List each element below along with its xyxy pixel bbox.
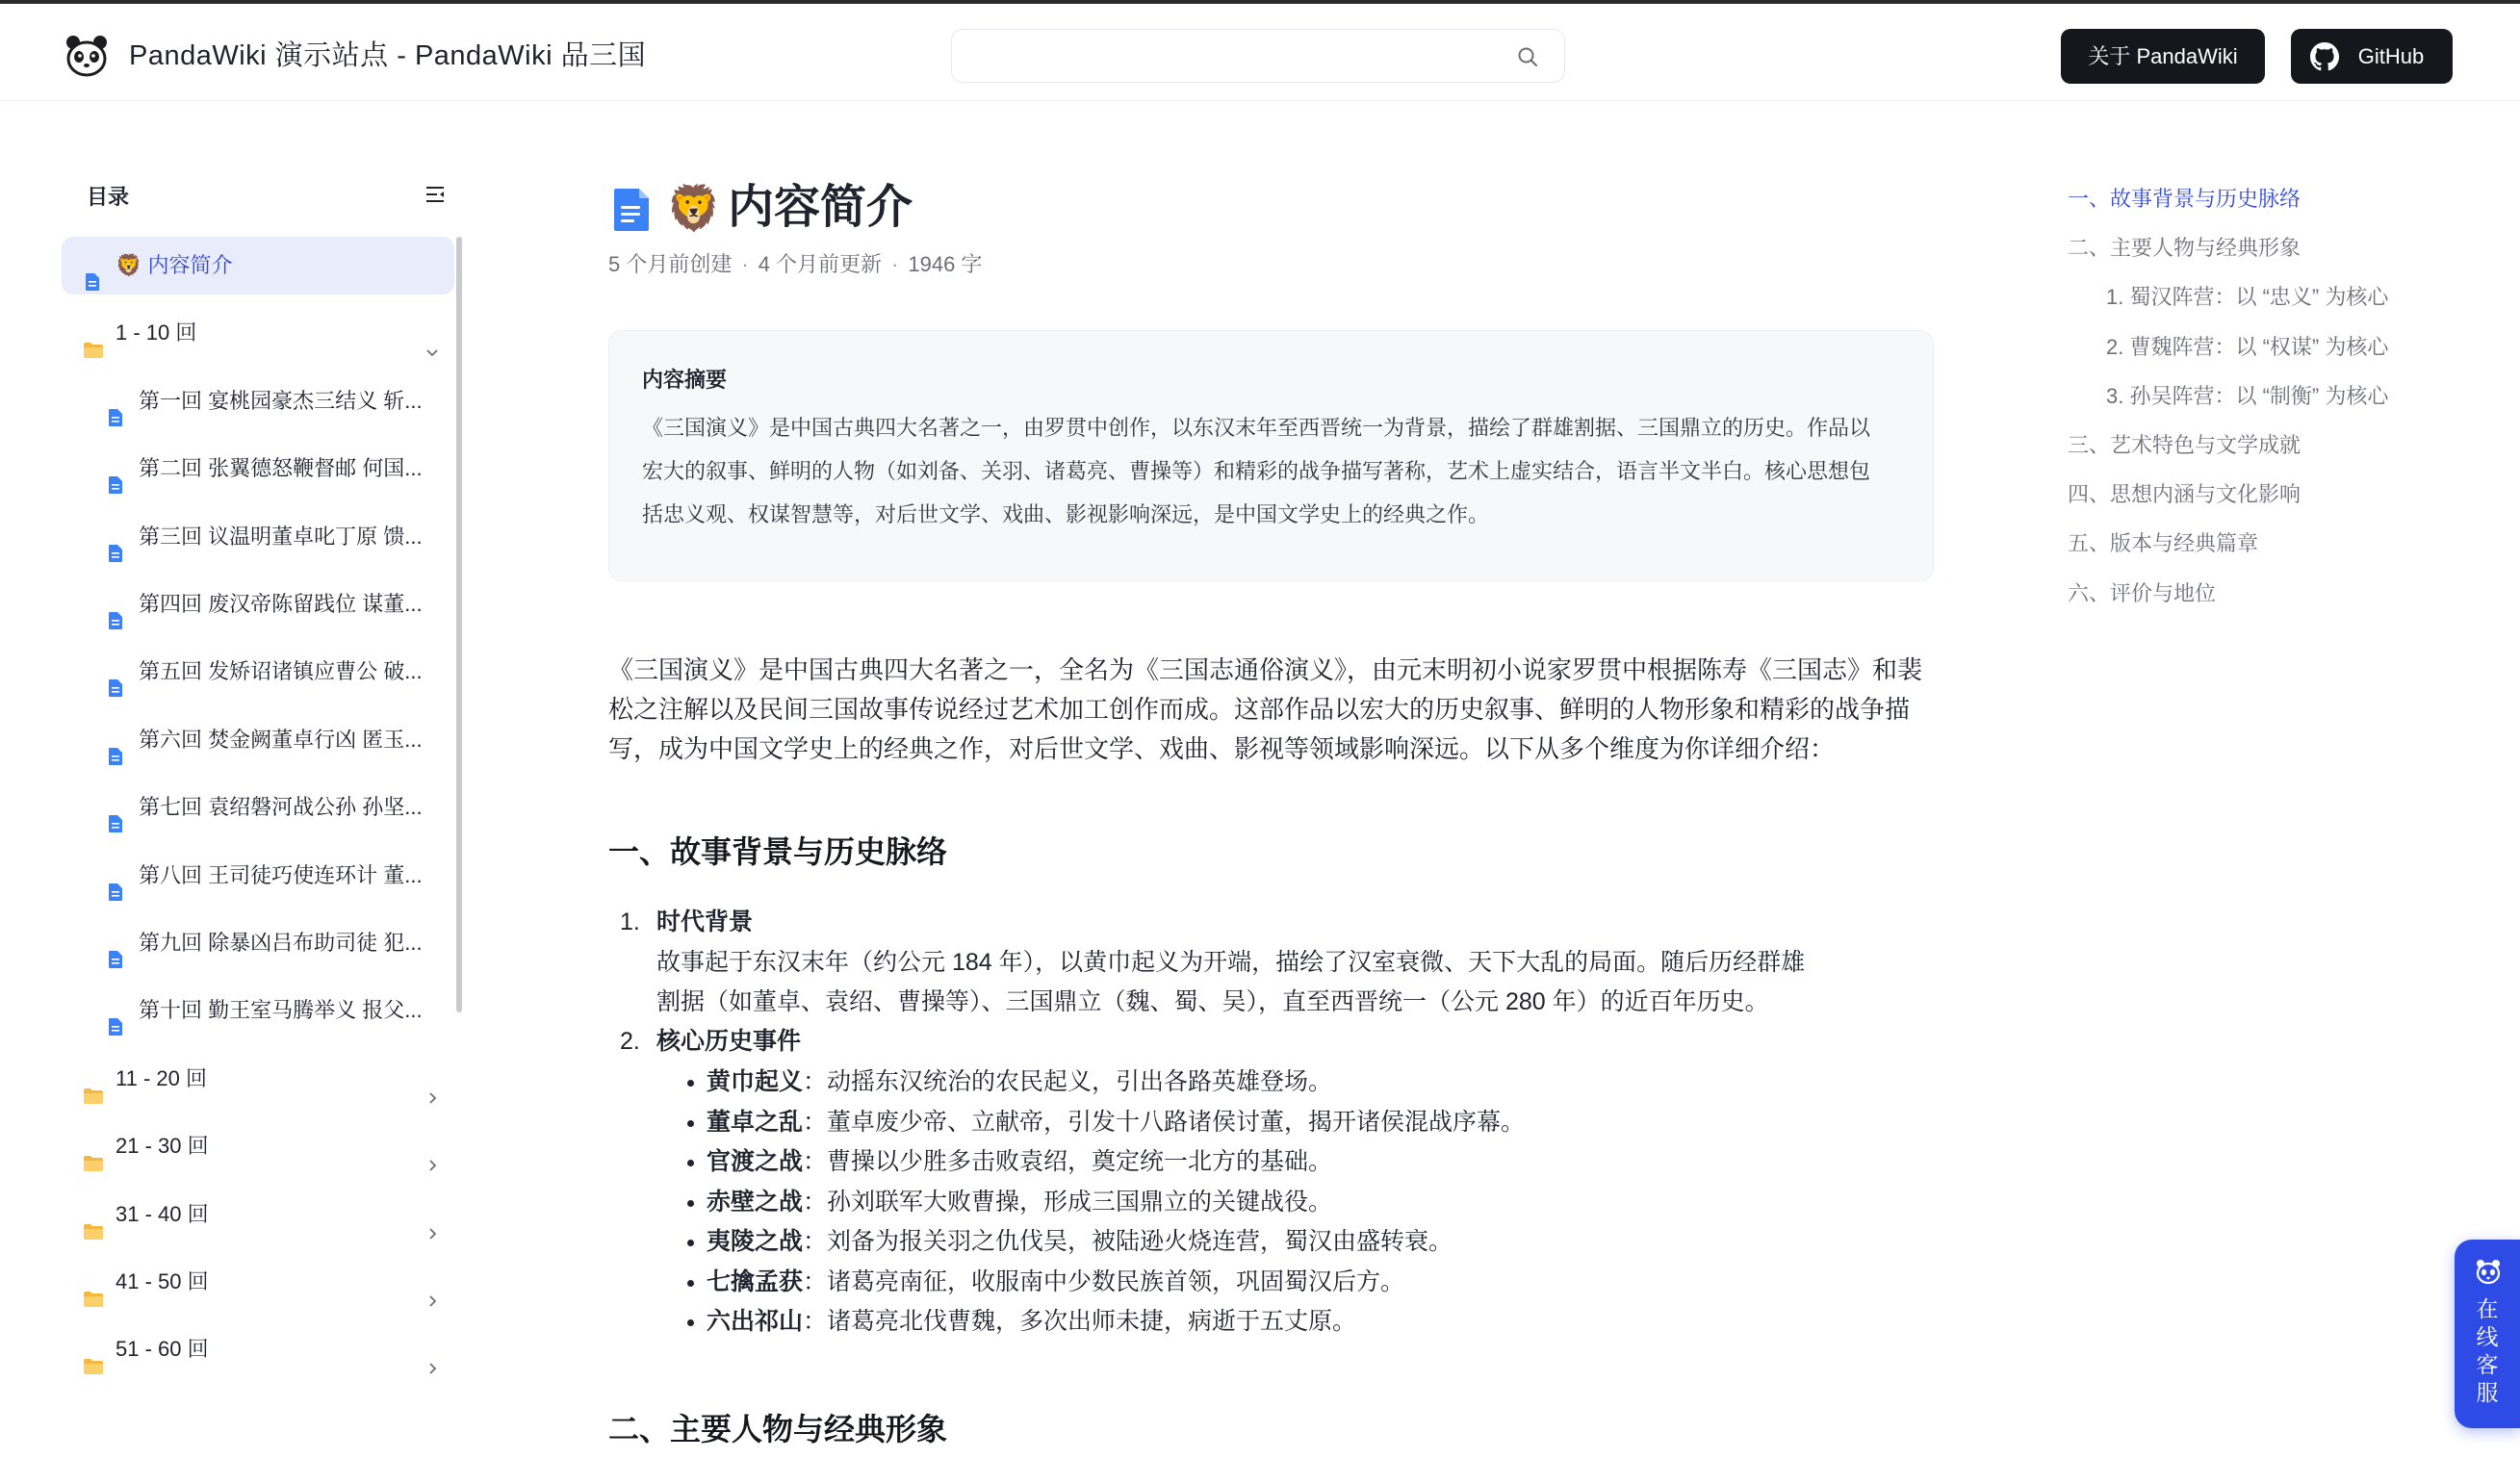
chevron-down-icon[interactable] (424, 325, 441, 343)
panda-support-icon (2474, 1257, 2503, 1286)
list-item-title: 核心历史事件 (656, 1028, 802, 1055)
sidebar-scrollbar[interactable] (456, 237, 462, 1012)
chevron-right-icon[interactable] (424, 1274, 441, 1292)
sidebar-doc-item[interactable] (62, 914, 454, 972)
bullet-dot (687, 1319, 694, 1326)
folder-icon (83, 1205, 104, 1222)
bullet-dot (687, 1280, 694, 1287)
github-icon (2310, 42, 2339, 71)
sidebar-item-label: 41 - 50 回 (116, 1269, 209, 1293)
summary-line: 《三国演义》是中国古典四大名著之一，由罗贯中创作，以东汉末年至西晋统一为背景，描绘了群雄割据、三国鼎立的历史。作品以 (642, 416, 1871, 440)
era-background-text (656, 943, 1869, 1022)
document-icon (108, 1001, 123, 1020)
folder-icon (83, 323, 104, 341)
document-icon (108, 730, 123, 750)
sidebar-item-label: 第六回 焚金阙董卓行凶 匿玉... (139, 728, 423, 752)
lion-emoji-icon: 🦁 (666, 183, 722, 233)
event-name: 七擒孟获 (707, 1268, 804, 1295)
document-icon (108, 934, 123, 953)
bullet-dot (687, 1120, 694, 1127)
search-icon[interactable] (1516, 45, 1539, 68)
about-pandawiki-label: 关于 PandaWiki (2088, 44, 2238, 68)
sidebar-doc-item[interactable] (62, 779, 454, 836)
created-time: 5 个月前创建 (608, 252, 733, 276)
sidebar-item-label: 第七回 袁绍磐河战公孙 孙坚... (139, 795, 423, 819)
collapse-catalog-icon[interactable] (424, 183, 447, 206)
folder-icon (83, 1340, 104, 1357)
sidebar-item-label: 11 - 20 回 (116, 1066, 207, 1090)
event-name: 六出祁山 (707, 1308, 804, 1335)
sidebar-doc-item[interactable] (62, 372, 454, 430)
section-heading-characters: 二、主要人物与经典形象 (608, 1412, 948, 1446)
event-description: ：刘备为报关羽之仇伐吴，被陆逊火烧连营，蜀汉由盛转衰。 (803, 1228, 1453, 1255)
section-heading-background: 一、故事背景与历史脉络 (608, 834, 948, 869)
intro-line: 《三国演义》是中国古典四大名著之一，全名为《三国志通俗演义》，由元末明初小说家罗贯中根据陈寿《三国志》和裴 (608, 655, 1923, 684)
sidebar-item-label: 🦁 内容简介 (116, 253, 233, 277)
outline-item[interactable]: 一、故事背景与历史脉络 (2068, 187, 2301, 211)
catalog-heading: 目录 (87, 185, 130, 209)
event-name: 赤壁之战 (707, 1189, 804, 1216)
event-description: ：孙刘联军大败曹操，形成三国鼎立的关键战役。 (803, 1189, 1333, 1216)
sidebar-item-label: 第九回 除暴凶吕布助司徒 犯... (139, 931, 423, 955)
sidebar-folder[interactable] (62, 1186, 454, 1243)
event-description: ：动摇东汉统治的农民起义，引出各路英雄登场。 (803, 1068, 1333, 1095)
sidebar-item-label: 第五回 发矫诏诸镇应曹公 破... (139, 659, 423, 683)
search-input[interactable] (969, 39, 1489, 72)
outline-item[interactable]: 3. 孙吴阵营：以 “制衡” 为核心 (2106, 384, 2389, 408)
outline-item[interactable]: 二、主要人物与经典形象 (2068, 236, 2301, 260)
document-icon (108, 662, 123, 681)
event-description: ：诸葛亮北伐曹魏，多次出师未捷，病逝于五丈原。 (803, 1308, 1357, 1335)
outline-item[interactable]: 1. 蜀汉阵营：以 “忠义” 为核心 (2106, 285, 2389, 309)
sidebar-folder[interactable] (62, 304, 454, 362)
online-support-label: 在线客服 (2476, 1296, 2499, 1405)
summary-line: 括忠义观、权谋智慧等，对后世文学、戏曲、影视影响深远，是中国文学史上的经典之作。 (642, 502, 1490, 526)
sidebar-doc-item[interactable] (62, 711, 454, 769)
summary-text (642, 406, 1903, 536)
document-icon (612, 187, 651, 233)
sidebar-item-label: 1 - 10 回 (116, 320, 197, 345)
sidebar-doc-item[interactable] (62, 508, 454, 566)
sidebar-doc-item[interactable] (62, 440, 454, 498)
summary-heading: 内容摘要 (642, 368, 728, 392)
sidebar-item-label: 第二回 张翼德怒鞭督邮 何国... (139, 456, 423, 480)
sidebar-item-label: 21 - 30 回 (116, 1134, 209, 1158)
sidebar-folder[interactable] (62, 1320, 454, 1378)
sidebar-item-label: 第三回 议温明董卓叱丁原 馈... (139, 525, 423, 549)
list-item-title: 时代背景 (656, 909, 754, 935)
summary-box (608, 330, 1934, 581)
sidebar-item-label: 31 - 40 回 (116, 1202, 209, 1226)
body-line: 故事起于东汉末年（约公元 184 年），以黄巾起义为开端，描绘了汉室衰微、天下大乱的局面。随后历经群雄 (656, 949, 1806, 976)
sidebar-folder[interactable] (62, 1117, 454, 1175)
word-count: 1946 字 (908, 252, 983, 276)
chevron-right-icon[interactable] (424, 1071, 441, 1088)
document-icon (108, 798, 123, 817)
online-support-button[interactable] (2455, 1240, 2520, 1428)
document-icon (108, 866, 123, 885)
event-name: 官渡之战 (707, 1148, 804, 1175)
document-icon (85, 256, 100, 275)
sidebar-item-label: 第八回 王司徒巧使连环计 董... (139, 863, 423, 887)
event-name: 董卓之乱 (707, 1109, 804, 1136)
event-description: ：曹操以少胜多击败袁绍，奠定统一北方的基础。 (803, 1148, 1333, 1175)
list-number: 1. (620, 909, 640, 935)
catalog-sidebar (62, 154, 466, 1459)
sidebar-item-label: 第一回 宴桃园豪杰三结义 斩... (139, 389, 423, 413)
event-name: 夷陵之战 (707, 1228, 804, 1255)
folder-icon (83, 1272, 104, 1290)
document-icon (108, 595, 123, 614)
event-name: 黄巾起义 (707, 1068, 804, 1095)
bullet-dot (687, 1080, 694, 1087)
outline-item[interactable]: 六、评价与地位 (2068, 581, 2217, 605)
chevron-right-icon[interactable] (424, 1139, 441, 1156)
bullet-dot (687, 1240, 694, 1246)
sidebar-folder[interactable] (62, 1253, 454, 1311)
intro-line: 松之注解以及民间三国故事传说经过艺术加工创作而成。这部作品以宏大的历史叙事、鲜明的人物形象和精彩的战争描 (608, 695, 1911, 724)
search-box[interactable] (951, 29, 1565, 83)
intro-paragraph (608, 651, 1927, 769)
sidebar-doc-item[interactable] (62, 643, 454, 701)
about-pandawiki-button[interactable] (2061, 29, 2265, 84)
bullet-dot (687, 1160, 694, 1166)
document-icon (108, 459, 123, 478)
updated-time: 4 个月前更新 (758, 252, 883, 276)
top-bar (0, 0, 2520, 101)
chevron-right-icon[interactable] (424, 1207, 441, 1224)
outline-item[interactable]: 五、版本与经典篇章 (2068, 531, 2259, 555)
intro-line: 写，成为中国文学史上的经典之作，对后世文学、戏曲、影视等领域影响深远。以下从多个维度为你详细介绍： (608, 734, 1836, 763)
github-button[interactable] (2291, 29, 2453, 84)
document-icon (108, 392, 123, 411)
outline-item[interactable]: 四、思想内涵与文化影响 (2068, 482, 2301, 506)
sidebar-doc-item[interactable] (62, 982, 454, 1039)
sidebar-item-label: 51 - 60 回 (116, 1337, 209, 1361)
body-line: 割据（如董卓、袁绍、曹操等）、三国鼎立（魏、蜀、吴），直至西晋统一（公元 280 年）的近百年历史。 (656, 988, 1769, 1015)
chevron-right-icon[interactable] (424, 1342, 441, 1359)
list-number: 2. (620, 1028, 640, 1055)
summary-line: 宏大的叙事、鲜明的人物（如刘备、关羽、诸葛亮、曹操等）和精彩的战争描写著称，艺术上虚实结合，语言半文半白。核心思想包 (642, 459, 1871, 483)
bullet-dot (687, 1200, 694, 1207)
document-title: 内容简介 (728, 182, 913, 233)
event-description: ：董卓废少帝、立献帝，引发十八路诸侯讨董，揭开诸侯混战序幕。 (803, 1109, 1526, 1136)
sidebar-item-label: 第四回 废汉帝陈留践位 谋董... (139, 592, 423, 616)
document-meta: 5 个月前创建 · 4 个月前更新 · 1946 字 (608, 252, 983, 276)
outline-item[interactable]: 三、艺术特色与文学成就 (2068, 433, 2301, 457)
sidebar-doc-item[interactable] (62, 847, 454, 905)
outline-item[interactable]: 2. 曹魏阵营：以 “权谋” 为核心 (2106, 335, 2389, 359)
panda-logo-icon[interactable] (64, 33, 110, 79)
sidebar-doc-item[interactable] (62, 576, 454, 633)
github-label: GitHub (2357, 44, 2425, 68)
site-title[interactable]: PandaWiki 演示站点 - PandaWiki 品三国 (129, 40, 647, 71)
sidebar-doc-item[interactable] (62, 237, 454, 294)
event-description: ：诸葛亮南征，收服南中少数民族首领，巩固蜀汉后方。 (803, 1268, 1405, 1295)
folder-icon (83, 1069, 104, 1087)
folder-icon (83, 1137, 104, 1154)
sidebar-folder[interactable] (62, 1050, 454, 1108)
sidebar-item-label: 第十回 勤王室马腾举义 报父... (139, 998, 423, 1022)
document-icon (108, 527, 123, 547)
